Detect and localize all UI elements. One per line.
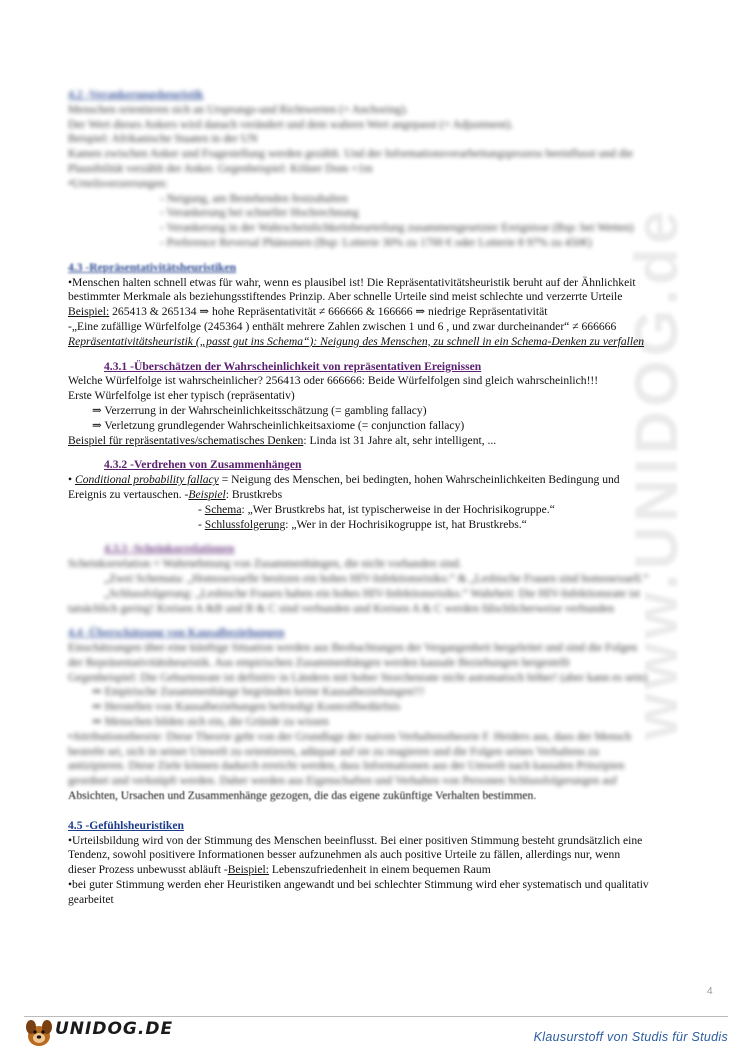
conclusion-label: Schlussfolgerung bbox=[204, 517, 286, 531]
text-line bbox=[68, 434, 688, 449]
list-item: - Preference Reversal Phänomen (Bsp: Lotterie 30% zu 1700 € oder Lotterie 8 97% zu 450€) bbox=[160, 235, 592, 249]
subsection-heading: 4.3.3 -Scheinkorrelationen bbox=[104, 542, 235, 556]
text-fragment: dieser Prozess unbewusst abläuft - bbox=[68, 863, 228, 877]
example-label: Beispiel: bbox=[227, 863, 269, 877]
text-line: Einschätzungen über eine künftige Situation werden aus Beobachtungen der Vergangenheit hergeleitet und sind die Folgen bbox=[68, 641, 638, 655]
example-text: : Linda ist 31 Jahre alt, sehr intelligent, ... bbox=[303, 433, 497, 447]
unidog-logo bbox=[22, 1016, 182, 1050]
conclusion-text: : „Wer in der Hochrisikogruppe ist, hat Brustkrebs.“ bbox=[285, 517, 527, 531]
section-heading: 4.3 -Repräsentativitätsheuristiken bbox=[68, 260, 237, 274]
text-line: Gegenbeispiel: Die Geburtenrate ist definitiv in Ländern mit hoher Storchenrate nicht automatisch höher! (aber kann es sein) bbox=[68, 670, 648, 684]
text-line: gearbeitet bbox=[68, 892, 114, 906]
arrow-item: ⇒ Verzerrung in der Wahrscheinlichkeitsschätzung (= gambling fallacy) bbox=[92, 403, 427, 417]
list-item: - Verankerung bei schneller Hochrechnung bbox=[160, 206, 359, 220]
text-line: „Zwei Schemata: „Homosexuelle besitzen ein hohes HIV-Infektionsrisiko.“ & „Lesbische Frauen sind homosexuell.“ bbox=[104, 571, 649, 585]
schema-label: Schema bbox=[204, 502, 242, 516]
dash: - bbox=[198, 502, 205, 516]
example-label: Beispiel bbox=[188, 487, 226, 501]
section-4-5 bbox=[68, 819, 688, 908]
list-item: - Verankerung in der Wahrscheinlichkeitsbeurteilung zusammengesetzter Ereignisse (Bsp: bei Wetten) bbox=[160, 221, 634, 235]
subsection-heading: 4.3.1 -Überschätzen der Wahrscheinlichkeit von repräsentativen Ereignissen bbox=[104, 359, 482, 373]
page-number: 4 bbox=[707, 986, 713, 997]
text-line: Der Wert dieses Ankers wird danach verändert und dem wahren Wert angepasst (= Adjustment). bbox=[68, 117, 514, 131]
text-line: Tendenz, sowohl positivere Informationen besser aufzunehmen als auch positive Urteile zu fällen, allerdings nur, wenn bbox=[68, 848, 621, 862]
term: Conditional probability fallacy bbox=[74, 473, 219, 487]
footer-slogan: Klausurstoff von Studis für Studis bbox=[533, 1030, 728, 1044]
example-label: Beispiel: bbox=[68, 305, 110, 319]
example-text: : Brustkrebs bbox=[225, 487, 283, 501]
arrow-item: ⇒ Empirische Zusammenhänge begründen keine Kausalbeziehungen!!! bbox=[92, 685, 425, 699]
text-line: -„Eine zufällige Würfelfolge (245364 ) enthält mehrere Zahlen zwischen 1 und 6 , und zwar durcheinander“ ≠ 666666 bbox=[68, 319, 617, 333]
text-line: „Schlussfolgerung: „Lesbische Frauen haben ein hohes HIV-Infektionsrisiko.“ Wahrheit: Die HIV-Infektionsrate ist bbox=[104, 586, 641, 600]
logo-text: UNIDOG.DE bbox=[55, 1019, 174, 1039]
section-4-3-1 bbox=[68, 360, 688, 449]
text-line: der Repräsentativitätsheuristik. Aus empirischen Zusammenhängen werden kausale Beziehungen hergestellt bbox=[68, 655, 570, 669]
section-heading: 4.4 -Überschätzung von Kausalbeziehungen bbox=[68, 626, 285, 640]
text-line: •Urteilsbildung wird von der Stimmung des Menschen beeinflusst. Bei einer positiven Stimmung besteht grundsätzlich eine bbox=[68, 833, 643, 847]
bullet: • bbox=[68, 473, 75, 487]
text-line: Welche Würfelfolge ist wahrscheinlicher? 256413 oder 666666: Beide Würfelfolgen sind gleich wahrscheinlich!!! bbox=[68, 374, 599, 388]
section-4-2 bbox=[68, 88, 688, 251]
text-line: Kamen zwischen Anker und Fragestellung werden gezählt. Und der Informationsverarbeitungsprozess beeinflusst und die bbox=[68, 147, 634, 161]
dog-icon bbox=[22, 1016, 56, 1050]
text-line: Menschen orientieren sich an Ursprungs-und Richtwerten (= Anchoring). bbox=[68, 102, 409, 116]
text-line: geordnet und verknüpft werden. Daher werden aus Eigenschaften und Verhalten von Personen Schlussfolgerungen auf bbox=[68, 774, 618, 788]
definition-text: = Neigung des Menschen, bei bedingten, hohen Wahrscheinlichkeiten Bedingung und bbox=[218, 473, 620, 487]
example-text: Lebenszufriedenheit in einem bequemen Raum bbox=[268, 863, 491, 877]
text-line bbox=[68, 473, 688, 488]
subsection-heading: 4.3.2 -Verdrehen von Zusammenhängen bbox=[104, 458, 302, 472]
definition-line: Repräsentativitätsheuristik („passt gut ins Schema“): Neigung des Menschen, zu schnell in ein Schema-Denken zu verfallen bbox=[68, 334, 645, 348]
dash: - bbox=[198, 517, 205, 531]
schema-line bbox=[68, 503, 688, 518]
text-line: bestrebt sei, sich in seiner Umwelt zu orientieren, adäquat auf sie zu reagieren und die Folgen seines Verhaltens zu bbox=[68, 744, 599, 758]
text-line: tatsächlich gering! Kreisen A &B und B & C sind verbunden und Kreisen A & C werden fälschlicherweise verbunden bbox=[68, 601, 615, 615]
section-4-3-2 bbox=[68, 458, 688, 532]
section-4-4 bbox=[68, 626, 688, 804]
schema-text: : „Wer Brustkrebs hat, ist typischerweise in der Hochrisikogruppe.“ bbox=[241, 502, 555, 516]
text-line bbox=[68, 488, 688, 503]
text-line: antizipieren. Diese Ziele können dadurch erreicht werden, dass Informationen aus der Umwelt nach kausalen Prinzipien bbox=[68, 759, 625, 773]
watermark: www.UNIDOG.de bbox=[623, 206, 690, 740]
arrow-item: ⇒ Verletzung grundlegender Wahrscheinlichkeitsaxiome (= conjunction fallacy) bbox=[92, 418, 465, 432]
text-line: •bei guter Stimmung werden eher Heuristiken angewandt und bei schlechter Stimmung wird eher systematisch und qualitativ bbox=[68, 878, 649, 892]
section-4-3 bbox=[68, 261, 688, 350]
section-heading: 4.2 -Verankerungsheuristik bbox=[68, 88, 204, 101]
section-heading: 4.5 -Gefühlsheuristiken bbox=[68, 818, 184, 832]
text-line: •Menschen halten schnell etwas für wahr, wenn es plausibel ist! Die Repräsentativitätsheuristik beruht auf der Ähnlichkeit bbox=[68, 275, 636, 289]
section-4-3-3 bbox=[68, 542, 688, 616]
arrow-item: ⇒ Herstellen von Kausalbeziehungen befriedigt Kontrollbedürfnis bbox=[92, 700, 401, 714]
text-line: •Attributionstheorie: Diese Theorie geht von der Grundlage der naiven Verhaltenstheorie F. Heiders aus, dass der Mensch bbox=[68, 729, 632, 743]
arrow-item: ⇒ Menschen bilden sich ein, die Gründe zu wissen bbox=[92, 715, 329, 729]
text-line: Plausibilität verzählt der Anker. Gegenbeispiel: Kölner Dom +1m bbox=[68, 161, 373, 175]
conclusion-line bbox=[68, 518, 688, 533]
text-line: Beispiel: Afrikanische Staaten in der UN bbox=[68, 132, 258, 146]
text-line: Erste Würfelfolge ist eher typisch (repräsentativ) bbox=[68, 389, 295, 403]
example-text: 265413 & 265134 ⇒ hohe Repräsentativität ≠ 666666 & 166666 ⇒ niedrige Repräsentativität bbox=[109, 305, 548, 319]
text-line bbox=[68, 305, 688, 320]
text-line bbox=[68, 863, 688, 878]
definition-text: Ereignis zu vertauschen. - bbox=[68, 487, 189, 501]
text-line: Scheinkorrelation = Wahrnehmung von Zusammenhängen, die nicht vorhanden sind. bbox=[68, 557, 462, 571]
text-line: •Urteilsverzerrungen: bbox=[68, 176, 168, 190]
text-line: Absichten, Ursachen und Zusammenhänge gezogen, die das eigene zukünftige Verhalten bestimmen. bbox=[68, 789, 537, 803]
list-item: - Neigung, am Bestehenden festzuhalten bbox=[160, 191, 348, 205]
example-label: Beispiel für repräsentatives/schematisches Denken bbox=[68, 433, 304, 447]
page-content bbox=[68, 88, 688, 908]
text-line: bestimmter Merkmale als beziehungsstiftendes Prinzip. Aber schnelle Urteile sind meist schlechte und verzerrte Urteile bbox=[68, 290, 623, 304]
